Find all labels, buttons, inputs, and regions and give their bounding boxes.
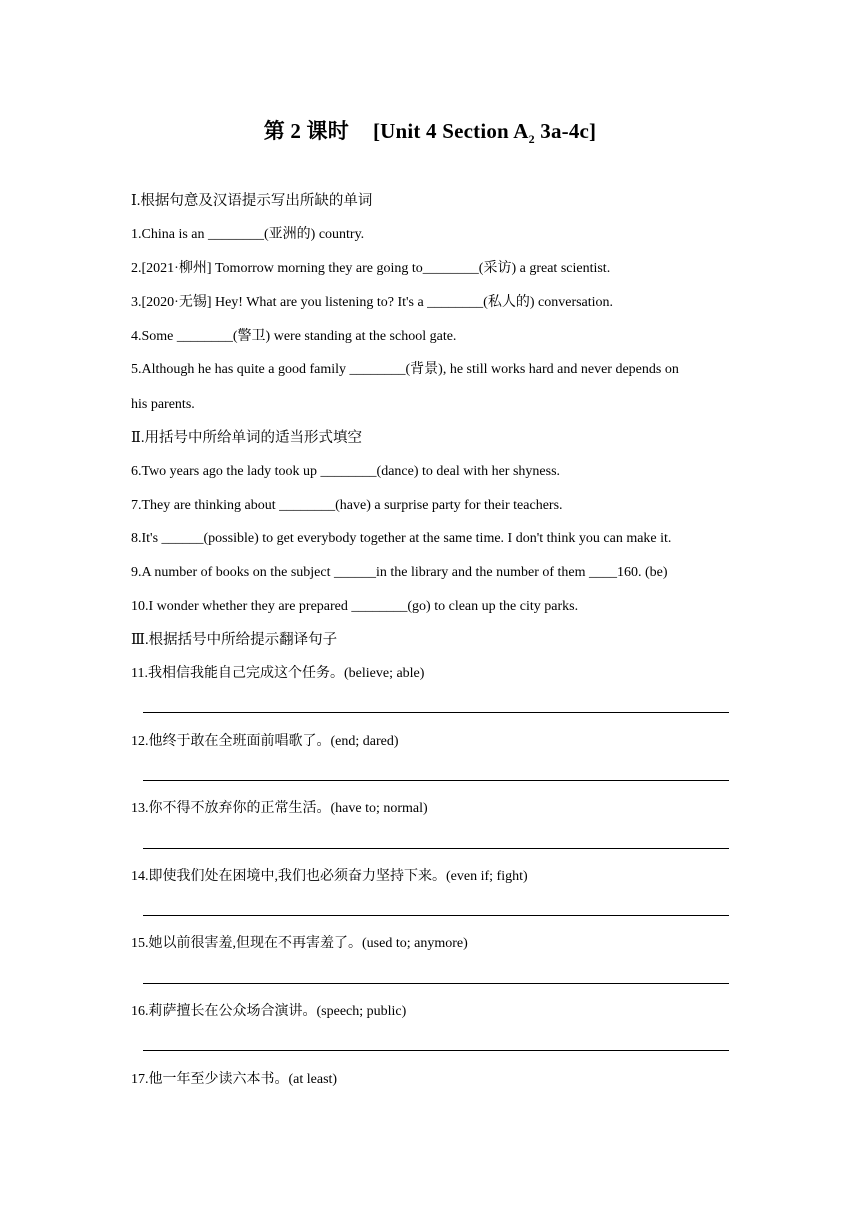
question-10: 10.I wonder whether they are prepared ________(go) to clean up the city parks.	[131, 599, 579, 614]
question-3: 3.[2020·无锡] Hey! What are you listening to? It's a ________(私人的) conversation.	[131, 295, 614, 310]
page-title	[0, 115, 860, 147]
answer-line-16[interactable]	[143, 1050, 729, 1051]
question-12: 12.他终于敢在全班面前唱歌了。(end; dared)	[131, 734, 399, 749]
lesson-number: 第 2 课时	[263, 119, 349, 143]
question-6: 6.Two years ago the lady took up ________(dance) to deal with her shyness.	[131, 464, 561, 479]
question-16: 16.莉萨擅长在公众场合演讲。(speech; public)	[131, 1004, 407, 1019]
answer-line-15[interactable]	[143, 983, 729, 984]
unit-range: 3a-4c]	[534, 119, 597, 143]
answer-line-13[interactable]	[143, 848, 729, 849]
question-4: 4.Some ________(警卫) were standing at the school gate.	[131, 329, 457, 344]
question-15: 15.她以前很害羞,但现在不再害羞了。(used to; anymore)	[131, 936, 468, 951]
question-7: 7.They are thinking about ________(have) a surprise party for their teachers.	[131, 498, 563, 513]
unit-label: [Unit 4 Section A	[372, 119, 529, 143]
answer-line-12[interactable]	[143, 780, 729, 781]
section-2-heading: Ⅱ.用括号中所给单词的适当形式填空	[131, 430, 362, 446]
section-3-heading: Ⅲ.根据括号中所给提示翻译句子	[131, 632, 338, 648]
question-1: 1.China is an ________(亚洲的) country.	[131, 227, 365, 242]
question-13: 13.你不得不放弃你的正常生活。(have to; normal)	[131, 801, 428, 816]
section-1-heading: Ⅰ.根据句意及汉语提示写出所缺的单词	[131, 193, 373, 209]
question-2: 2.[2021·柳州] Tomorrow morning they are going to________(采访) a great scientist.	[131, 261, 611, 276]
question-8: 8.It's ______(possible) to get everybody together at the same time. I don't think you can make it.	[131, 531, 672, 546]
question-11: 11.我相信我能自己完成这个任务。(believe; able)	[131, 666, 425, 681]
answer-line-14[interactable]	[143, 915, 729, 916]
question-9: 9.A number of books on the subject ______in the library and the number of them ____160. (be)	[131, 565, 668, 580]
question-14: 14.即使我们处在困境中,我们也必须奋力坚持下来。(even if; fight)	[131, 869, 528, 884]
unit-subscript: 2	[528, 132, 535, 147]
question-5-continued: his parents.	[131, 397, 195, 412]
question-17: 17.他一年至少读六本书。(at least)	[131, 1072, 338, 1087]
answer-line-11[interactable]	[143, 712, 729, 713]
question-5: 5.Although he has quite a good family ________(背景), he still works hard and never depends on	[131, 362, 679, 377]
